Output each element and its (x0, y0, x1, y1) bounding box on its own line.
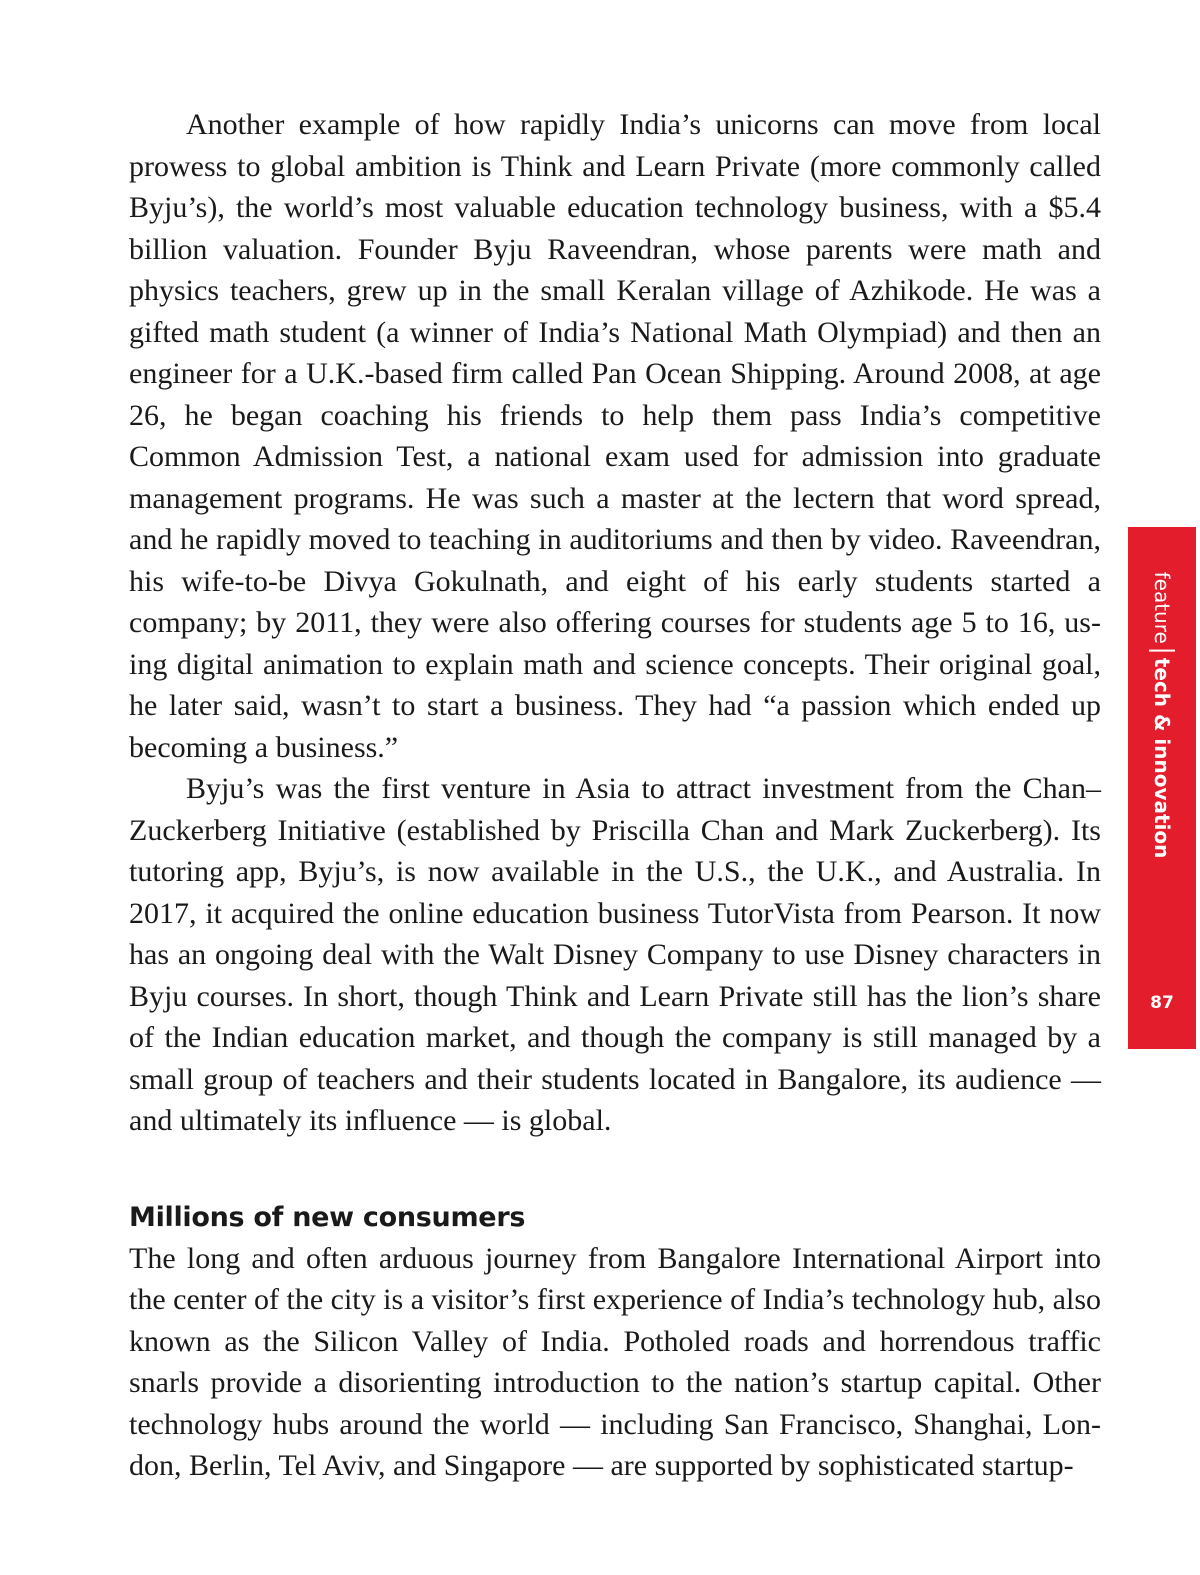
article-paragraph: The long and often arduous journey from Bangalore International Airport into the center of the city is a visitor’s first experience of India’s technology hub, also known as the Silicon Valley of India. Potholed roads and horrendous traffic snarls provide a disorienting introduction to the nation’s startup capital. Other technology hubs around the world — including San Francisco, Shanghai, London, Berlin, Tel Aviv, and Singapore — are supported by sophisticated startup- (129, 1241, 1101, 1482)
subsection-name: tech & innovation (1150, 657, 1174, 859)
section-name: feature (1150, 571, 1174, 644)
section-heading: Millions of new consumers (129, 1201, 526, 1233)
article-paragraph: Another example of how rapidly India’s unicorns can move from local prowess to global ambition is Think and Learn Private (more commonly called Byju’s), the world’s most valuable education technology business, with a $5.4 billion valuation. Founder Byju Raveendran, whose parents were math and physics teachers, grew up in the small Keralan village of Azhikode. He was a gifted math student (a winner of India’s National Math Olympiad) and then an engineer for a U.K.-based firm called Pan Ocean Shipping. Around 2008, at age 26, he began coaching his friends to help them pass India’s competitive Common Admission Test, a national exam used for admission into graduate management programs. He was such a master at the lectern that word spread, and he rapidly moved to teaching in auditoriums and then by video. Raveendran, his wife-to-be Divya Gokulnath, and eight of his early students started a company; by 2011, they were also offering courses for students age 5 to 16, using digital animation to explain math and science concepts. Their original goal, he later said, wasn’t to start a business. They had “a passion which ended up becoming a business.” (129, 108, 1101, 764)
page-number: 87 (1150, 993, 1174, 1013)
section-divider (1149, 650, 1175, 652)
section-side-tab (1128, 527, 1196, 1049)
article-body (129, 104, 1101, 1487)
section-label (1149, 572, 1175, 859)
article-paragraph: Byju’s was the first venture in Asia to attract investment from the Chan–Zuckerberg Initiative (established by Priscilla Chan and Mark Zuckerberg). Its tutoring app, Byju’s, is now available in the U.S., the U.K., and Australia. In 2017, it acquired the online education business TutorVista from Pearson. It now has an ongoing deal with the Walt Disney Company to use Disney characters in Byju courses. In short, though Think and Learn Private still has the lion’s share of the Indian education market, and though the company is still managed by a small group of teachers and their students located in Bangalore, its audience — and ultimately its influence — is global. (129, 772, 1101, 1137)
